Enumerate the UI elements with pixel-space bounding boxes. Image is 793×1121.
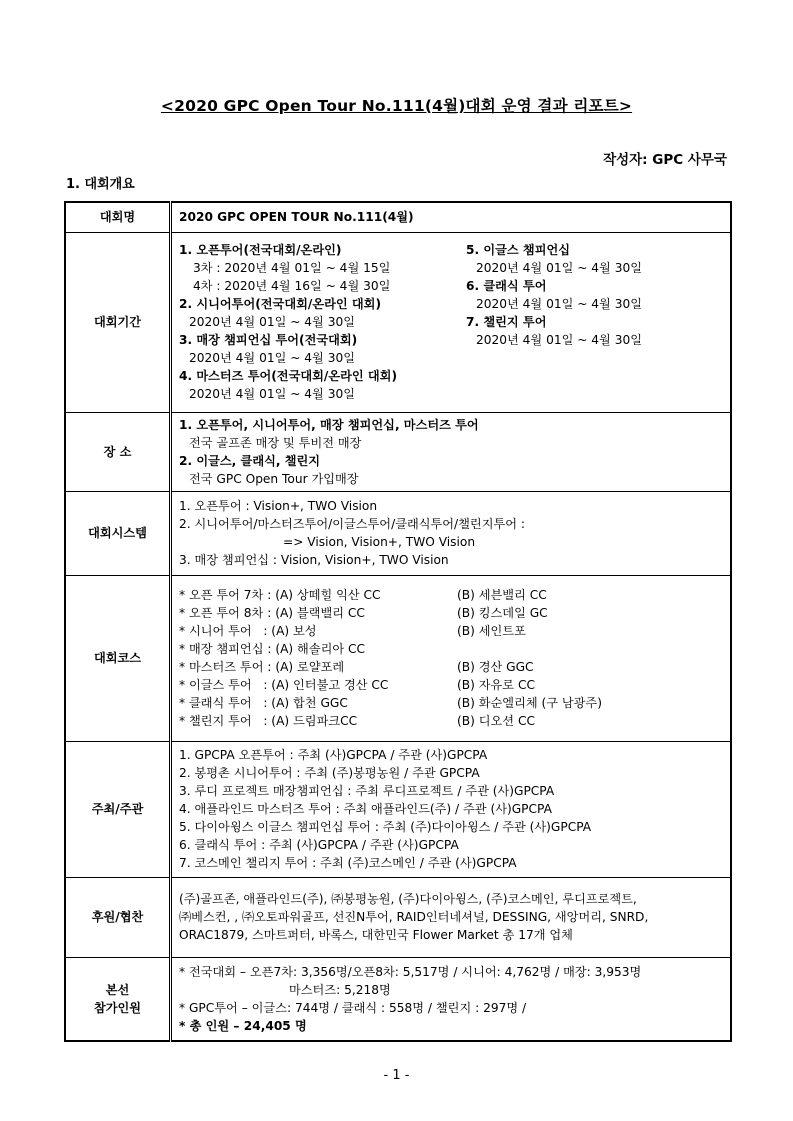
system-line: 1. 오픈투어 : Vision+, TWO Vision [179,499,378,513]
system-line: 3. 매장 챔피언십 : Vision, Vision+, TWO Vision [179,553,449,567]
course-row [179,658,724,676]
text-line: 1. 오픈투어, 시니어투어, 매장 챔피언십, 마스터즈 투어 [179,417,479,432]
row-participants [65,957,731,1041]
course-b: (B) 경산 GGC [457,660,534,674]
text-line: 2. 시니어투어(전국대회/온라인 대회) [179,297,382,311]
text-line: 4. 마스터즈 투어(전국대회/온라인 대회) [179,369,398,383]
course-row [179,604,724,622]
text-line: 전국 GPC Open Tour 가입매장 [189,471,359,486]
sponsor-line: ㈜베스컨, , ㈜오토파워골프, 선진N투어, RAID인터네셔널, DESSING, 새앙머리, SNRD, [179,910,649,924]
label-course: 대회코스 [65,575,171,741]
host-line: 7. 코스메인 챌리지 투어 : 주최 (주)코스메인 / 주관 (사)GPCPA [179,856,517,870]
row-venue [65,412,731,491]
value-course [171,575,732,741]
course-a: * 챌린지 투어 : (A) 드림파크CC [179,714,358,728]
report-title: <2020 GPC Open Tour No.111(4월)대회 운영 결과 리포트> [160,97,633,115]
label-venue: 장 소 [65,412,171,491]
course-a: * 이글스 투어 : (A) 인터불고 경산 CC [179,678,389,692]
label-host: 주최/주관 [65,741,171,877]
value-period [171,232,732,412]
course-b: (B) 세븐밸리 CC [457,588,547,602]
text-line: 2020년 4월 01일 ~ 4월 30일 [189,387,355,401]
label-participants [65,957,171,1041]
row-system [65,491,731,575]
host-line: 4. 애플라인드 마스터즈 투어 : 주최 애플라인드(주) / 주관 (사)GPCPA [179,802,552,816]
text-line: 3차 : 2020년 4월 01일 ~ 4월 15일 [193,261,391,275]
course-row [179,694,724,712]
period-left-column [179,241,466,403]
system-line: => Vision, Vision+, TWO Vision [283,535,476,549]
course-a: * 클래식 투어 : (A) 합천 GGC [179,696,348,710]
label-system: 대회시스템 [65,491,171,575]
course-b: (B) 화순엘리체 (구 남광주) [457,696,602,710]
section-heading: 1. 대회개요 [66,177,135,192]
value-sponsor [171,877,732,957]
text-line: 2020년 4월 01일 ~ 4월 30일 [189,351,355,365]
course-b: (B) 세인트포 [457,624,526,638]
text-line: 1. 오픈투어(전국대회/온라인) [179,243,342,257]
sponsor-line: (주)골프존, 애플라인드(주), ㈜봉평농원, (주)다이아윙스, (주)코스메인, 루디프로젝트, [179,892,637,906]
course-a: * 오픈 투어 7차 : (A) 상떼힐 익산 CC [179,588,381,602]
text-line: 2020년 4월 01일 ~ 4월 30일 [476,261,642,275]
row-sponsor [65,877,731,957]
course-a: * 시니어 투어 : (A) 보성 [179,624,317,638]
host-line: 5. 다이아윙스 이글스 챔피언십 투어 : 주최 (주)다이아윙스 / 주관 (사)GPCPA [179,820,592,834]
text-line: * GPC투어 – 이글스: 744명 / 클래식 : 558명 / 챌린지 : 297명 / [179,1000,527,1015]
sponsor-line: ORAC1879, 스마트퍼터, 바록스, 대한민국 Flower Market 총 17개 업체 [179,928,573,942]
text-line: 5. 이글스 챔피언십 [466,243,571,257]
text-line: 전국 골프존 매장 및 투비전 매장 [189,435,362,450]
course-row [179,586,724,604]
course-row [179,640,724,658]
label-period: 대회기간 [65,232,171,412]
host-line: 1. GPCPA 오픈투어 : 주최 (사)GPCPA / 주관 (사)GPCPA [179,748,488,762]
label-participants-line1: 본선 [105,982,130,997]
label-participants-line2: 참가인원 [93,1000,142,1015]
host-line: 6. 클래식 투어 : 주최 (사)GPCPA / 주관 (사)GPCPA [179,838,459,852]
course-row [179,676,724,694]
text-line: 2. 이글스, 클래식, 챌린지 [179,453,321,468]
value-host [171,741,732,877]
value-name: 2020 GPC OPEN TOUR No.111(4월) [171,202,732,232]
text-line: * 총 인원 – 24,405 명 [179,1018,307,1033]
course-row [179,712,724,730]
text-line: 6. 클래식 투어 [466,279,547,293]
text-line: 3. 매장 챔피언십 투어(전국대회) [179,333,358,347]
course-a: * 마스터즈 투어 : (A) 로얄포레 [179,660,345,674]
label-name: 대회명 [65,202,171,232]
value-venue [171,412,732,491]
course-row [179,622,724,640]
text-line: 2020년 4월 01일 ~ 4월 30일 [476,297,642,311]
course-a: * 매장 챔피언십 : (A) 해솔리아 CC [179,642,366,656]
author-line: 작성자: GPC 사무국 [603,152,727,168]
row-course [65,575,731,741]
value-participants [171,957,732,1041]
course-b: (B) 자유로 CC [457,678,535,692]
label-sponsor: 후원/협찬 [65,877,171,957]
text-line: 2020년 4월 01일 ~ 4월 30일 [189,315,355,329]
text-line: 2020년 4월 01일 ~ 4월 30일 [476,333,642,347]
text-line: 4차 : 2020년 4월 16일 ~ 4월 30일 [193,279,391,293]
page-number: - 1 - [383,1068,410,1083]
course-b: (B) 킹스데일 GC [457,606,548,620]
row-name [65,202,731,232]
text-line: 7. 챌린지 투어 [466,315,547,329]
course-b: (B) 디오션 CC [457,714,535,728]
value-system [171,491,732,575]
course-a: * 오픈 투어 8차 : (A) 블랙밸리 CC [179,606,365,620]
overview-table [64,201,732,1042]
system-line: 2. 시니어투어/마스터즈투어/이글스투어/클래식투어/챌린지투어 : [179,517,526,531]
row-period [65,232,731,412]
host-line: 3. 루디 프로젝트 매장챔피언십 : 주최 루디프로젝트 / 주관 (사)GPCPA [179,784,555,798]
text-line: * 전국대회 – 오픈7차: 3,356명/오픈8차: 5,517명 / 시니어: 4,762명 / 매장: 3,953명 [179,964,642,979]
row-host [65,741,731,877]
text-line: 마스터즈: 5,218명 [289,982,391,997]
period-right-column [466,241,642,403]
host-line: 2. 봉평촌 시니어투어 : 주최 (주)봉평농원 / 주관 GPCPA [179,766,480,780]
